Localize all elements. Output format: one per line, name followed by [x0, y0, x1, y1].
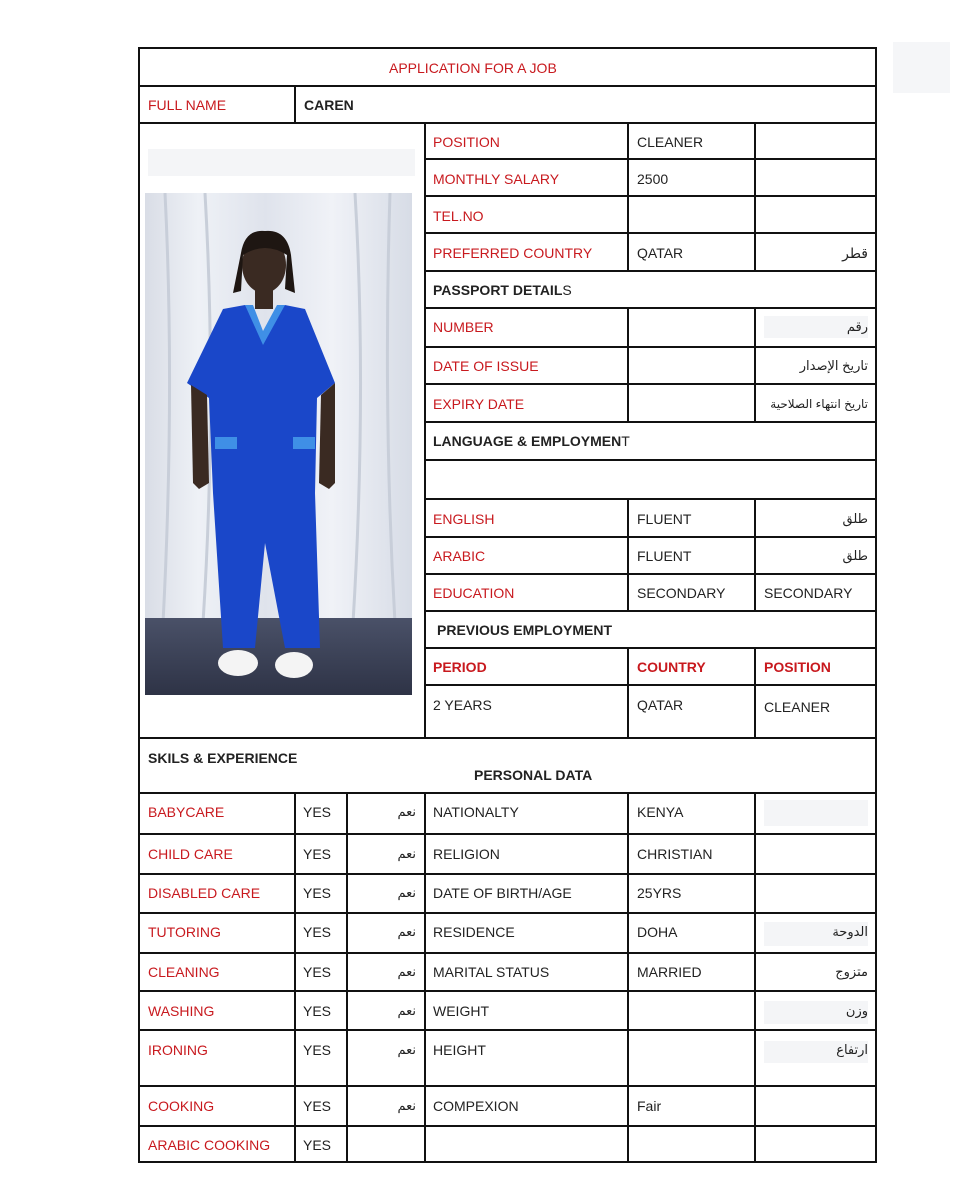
skill-arabic: نعم: [397, 1042, 416, 1057]
skill-value: YES: [303, 1042, 332, 1058]
personal-label: DATE OF BIRTH/AGE: [433, 885, 572, 901]
skill-arabic: نعم: [397, 804, 416, 819]
applicant-photo-image: [145, 193, 412, 695]
skill-label: DISABLED CARE: [148, 885, 261, 901]
employment-period: 2 YEARS: [433, 697, 492, 713]
skill-label: BABYCARE: [148, 804, 225, 820]
education-label: EDUCATION: [433, 585, 515, 601]
skill-arabic: نعم: [397, 1098, 416, 1113]
personal-arabic: الدوحة: [832, 924, 868, 939]
employment-country: QATAR: [637, 697, 684, 713]
expiry-date-label: EXPIRY DATE: [433, 396, 525, 412]
english-label: ENGLISH: [433, 511, 495, 527]
position-header: POSITION: [764, 659, 831, 675]
language-heading: LANGUAGE & EMPLOYMENT: [433, 433, 630, 449]
personal-label: WEIGHT: [433, 1003, 489, 1019]
position-label: POSITION: [433, 134, 500, 150]
skill-label: CHILD CARE: [148, 846, 233, 862]
skill-label: CLEANING: [148, 964, 220, 980]
personal-arabic: ارتفاع: [836, 1042, 868, 1057]
skill-value: YES: [303, 1098, 332, 1114]
skill-value: YES: [303, 846, 332, 862]
skills-heading: SKILS & EXPERIENCE: [148, 750, 298, 766]
personal-arabic: متزوج: [835, 964, 868, 979]
education-secondary: SECONDARY: [764, 585, 853, 601]
arabic-arabic: طلق: [842, 548, 868, 563]
personal-label: MARITAL STATUS: [433, 964, 550, 980]
skill-value: YES: [303, 1137, 332, 1153]
education-value: SECONDARY: [637, 585, 726, 601]
personal-value: Fair: [637, 1098, 662, 1114]
date-of-issue-arabic: تاريخ الإصدار: [799, 358, 868, 373]
employment-position: CLEANER: [764, 699, 831, 715]
period-header: PERIOD: [433, 659, 487, 675]
form-title: APPLICATION FOR A JOB: [389, 60, 557, 76]
full-name-value: CAREN: [304, 97, 354, 113]
personal-value: 25YRS: [637, 885, 682, 901]
english-arabic: طلق: [842, 511, 868, 526]
personal-data-heading: PERSONAL DATA: [474, 767, 593, 783]
skill-value: YES: [303, 964, 332, 980]
preferred-country-value: QATAR: [637, 245, 684, 261]
skill-value: YES: [303, 1003, 332, 1019]
personal-label: RELIGION: [433, 846, 500, 862]
skill-arabic: نعم: [397, 885, 416, 900]
personal-value: KENYA: [637, 804, 684, 820]
personal-value: DOHA: [637, 924, 678, 940]
skill-label: ARABIC COOKING: [148, 1137, 271, 1153]
country-header: COUNTRY: [637, 659, 706, 675]
personal-label: HEIGHT: [433, 1042, 486, 1058]
skill-value: YES: [303, 924, 332, 940]
skill-arabic: نعم: [397, 1003, 416, 1018]
personal-value: MARRIED: [637, 964, 702, 980]
skill-arabic: نعم: [397, 846, 416, 861]
skill-arabic: نعم: [397, 924, 416, 939]
personal-label: RESIDENCE: [433, 924, 515, 940]
preferred-country-arabic: قطر: [842, 245, 868, 261]
full-name-label: FULL NAME: [148, 97, 227, 113]
skill-label: TUTORING: [148, 924, 221, 940]
personal-arabic: وزن: [845, 1003, 868, 1018]
skill-value: YES: [303, 804, 332, 820]
skill-label: IRONING: [148, 1042, 208, 1058]
applicant-photo: [145, 193, 412, 695]
personal-label: NATIONALTY: [433, 804, 519, 820]
passport-heading: PASSPORT DETAILS: [433, 282, 572, 298]
skill-arabic: نعم: [397, 964, 416, 979]
passport-number-label: NUMBER: [433, 319, 494, 335]
salary-value: 2500: [637, 171, 669, 187]
date-of-issue-label: DATE OF ISSUE: [433, 358, 539, 374]
skill-label: COOKING: [148, 1098, 215, 1114]
tel-label: TEL.NO: [433, 208, 484, 224]
skill-label: WASHING: [148, 1003, 215, 1019]
skill-value: YES: [303, 885, 332, 901]
arabic-value: FLUENT: [637, 548, 692, 564]
preferred-country-label: PREFERRED COUNTRY: [433, 245, 593, 261]
salary-label: MONTHLY SALARY: [433, 171, 560, 187]
arabic-label: ARABIC: [433, 548, 486, 564]
position-value: CLEANER: [637, 134, 704, 150]
previous-employment-heading: PREVIOUS EMPLOYMENT: [437, 622, 613, 638]
personal-label: COMPEXION: [433, 1098, 519, 1114]
expiry-date-arabic: تاريخ انتهاء الصلاحية: [770, 397, 868, 411]
english-value: FLUENT: [637, 511, 692, 527]
corner-shade: [893, 42, 950, 93]
personal-value: CHRISTIAN: [637, 846, 713, 862]
passport-number-arabic: رقم: [846, 319, 868, 334]
